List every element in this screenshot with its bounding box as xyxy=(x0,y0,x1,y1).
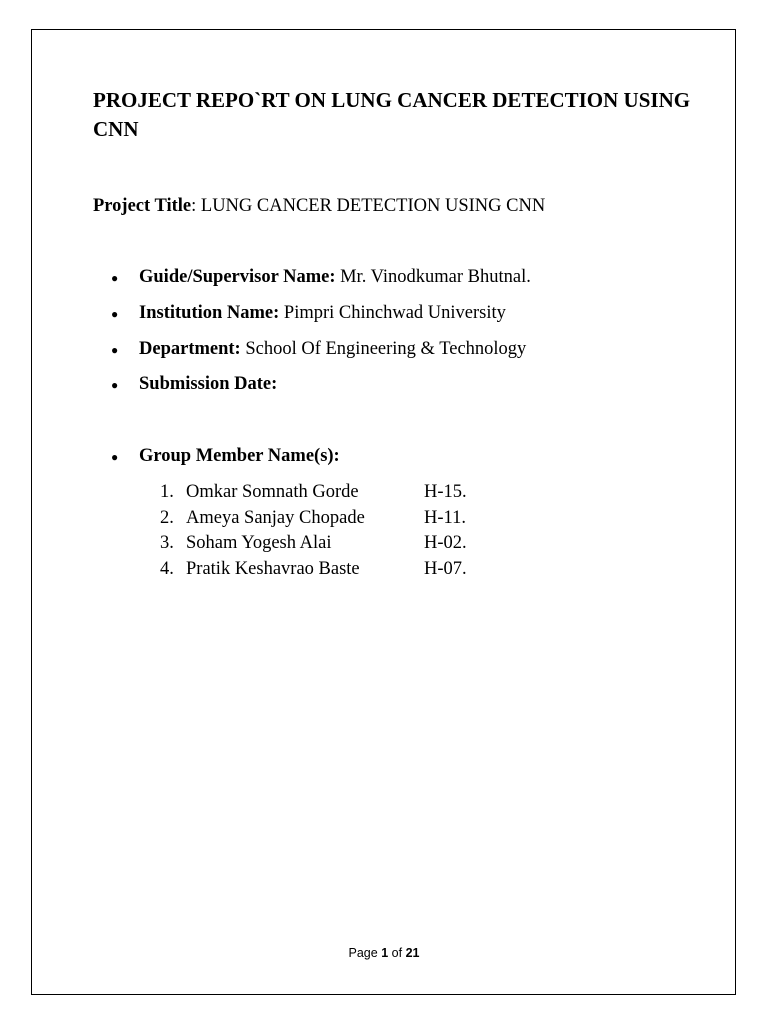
member-name: Ameya Sanjay Chopade xyxy=(186,508,365,528)
info-item-institution xyxy=(111,301,506,326)
member-item xyxy=(160,531,467,555)
member-roll: H-11. xyxy=(424,508,466,528)
member-item xyxy=(160,480,467,504)
info-value: Mr. Vinodkumar Bhutnal. xyxy=(335,267,531,287)
page-footer xyxy=(0,944,768,962)
info-label: Institution Name: xyxy=(139,303,280,323)
member-number: 4. xyxy=(160,559,174,579)
footer-of-word: of xyxy=(391,946,403,960)
bullet-icon: ● xyxy=(111,449,119,464)
member-number: 1. xyxy=(160,482,174,502)
info-item-submission-date xyxy=(111,372,277,397)
member-name: Soham Yogesh Alai xyxy=(186,533,332,553)
member-roll: H-02. xyxy=(424,533,467,553)
member-name: Omkar Somnath Gorde xyxy=(186,482,359,502)
member-number: 2. xyxy=(160,508,174,528)
project-title-label: Project Title xyxy=(93,196,192,216)
member-name: Pratik Keshavrao Baste xyxy=(186,559,360,579)
info-label: Group Member Name(s): xyxy=(139,446,340,466)
bullet-icon: ● xyxy=(111,342,119,357)
member-item xyxy=(160,557,467,581)
member-roll: H-15. xyxy=(424,482,467,502)
info-value: Pimpri Chinchwad University xyxy=(279,303,506,323)
footer-current-page: 1 xyxy=(381,946,389,960)
info-label: Submission Date: xyxy=(139,374,278,394)
footer-page-word: Page xyxy=(348,946,378,960)
info-item-group-members xyxy=(111,444,340,469)
footer-total-pages: 21 xyxy=(405,946,420,960)
member-roll: H-07. xyxy=(424,559,467,579)
info-item-department xyxy=(111,337,526,362)
info-value: School Of Engineering & Technology xyxy=(240,339,527,359)
member-number: 3. xyxy=(160,533,174,553)
member-item xyxy=(160,506,466,530)
project-title-line xyxy=(93,194,545,218)
bullet-icon: ● xyxy=(111,306,119,321)
project-title-value: : LUNG CANCER DETECTION USING CNN xyxy=(191,196,546,216)
bullet-icon: ● xyxy=(111,377,119,392)
bullet-icon: ● xyxy=(111,270,119,285)
info-label: Department: xyxy=(139,339,241,359)
info-item-guide xyxy=(111,265,531,290)
document-title: PROJECT REPO`RT ON LUNG CANCER DETECTION USING CNN xyxy=(93,88,691,141)
info-label: Guide/Supervisor Name: xyxy=(139,267,336,287)
